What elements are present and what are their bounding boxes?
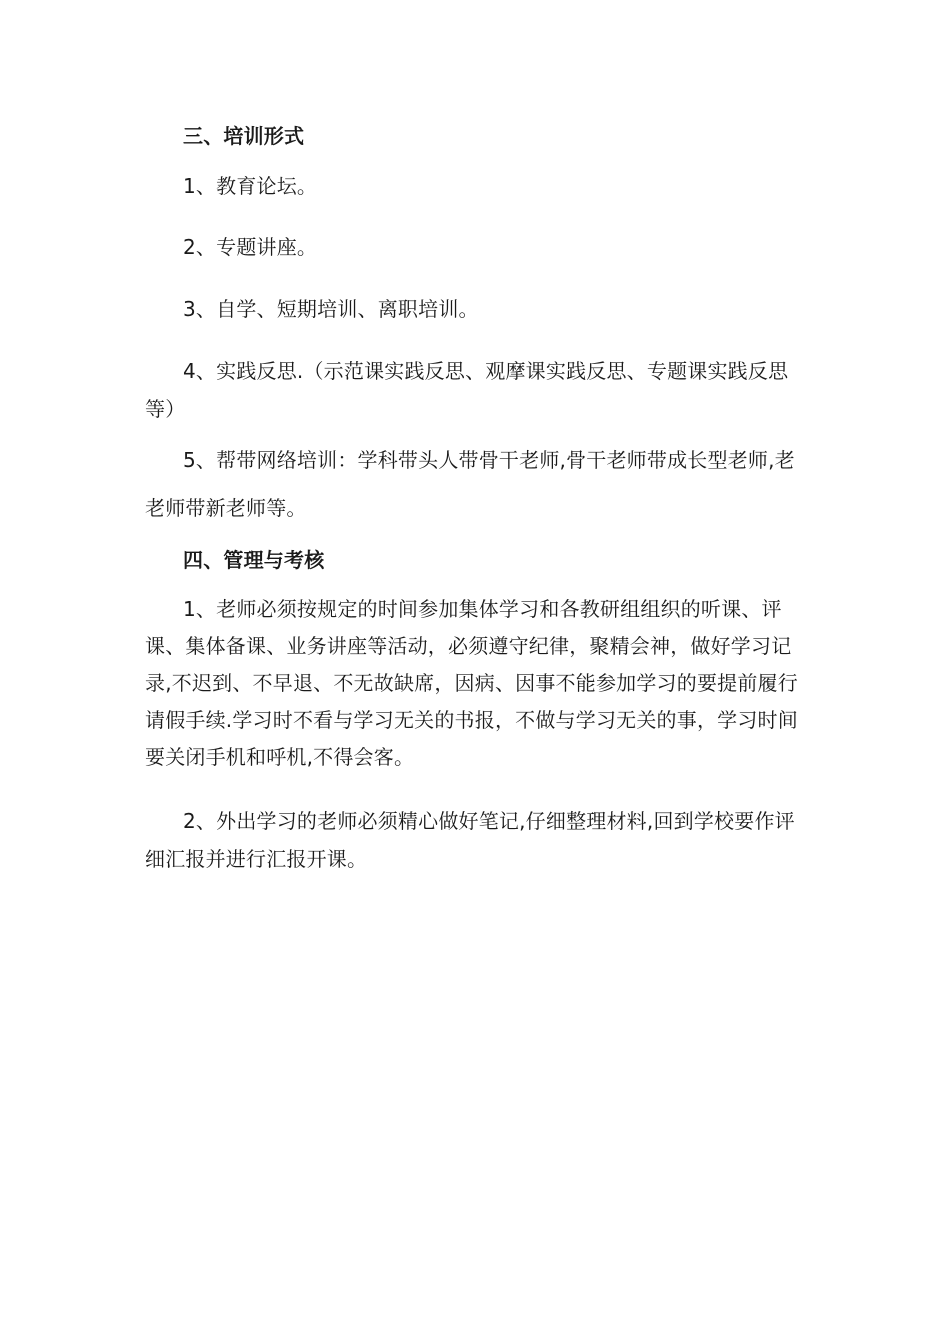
- paragraph-item-4: 4、实践反思.（示范课实践反思、观摩课实践反思、专题课实践反思等）: [145, 359, 789, 421]
- paragraph-item-2: 2、专题讲座。: [183, 235, 318, 259]
- section-heading-management: 四、管理与考核: [183, 548, 325, 572]
- paragraph-management-1: 1、老师必须按规定的时间参加集体学习和各教研组组织的听课、评课、集体备课、业务讲座等活动，必须遵守纪律，聚精会神，做好学习记录,不迟到、不早退、不无故缺席，因病、因事不能参加学习的要提前履行请假手续.学习时不看与学习无关的书报，不做与学习无关的事，学习时间要关闭手机和呼机,不得会客。: [145, 597, 798, 769]
- paragraph-management-2: 2、外出学习的老师必须精心做好笔记,仔细整理材料,回到学校要作评细汇报并进行汇报开课。: [145, 809, 795, 871]
- section-heading-training-forms: 三、培训形式: [183, 124, 305, 148]
- paragraph-item-1: 1、教育论坛。: [183, 174, 318, 198]
- document-body: [145, 118, 815, 878]
- paragraph-item-5: 5、帮带网络培训：学科带头人带骨干老师,骨干老师带成长型老师,老老师带新老师等。: [145, 448, 795, 520]
- paragraph-item-3: 3、自学、短期培训、离职培训。: [183, 297, 479, 321]
